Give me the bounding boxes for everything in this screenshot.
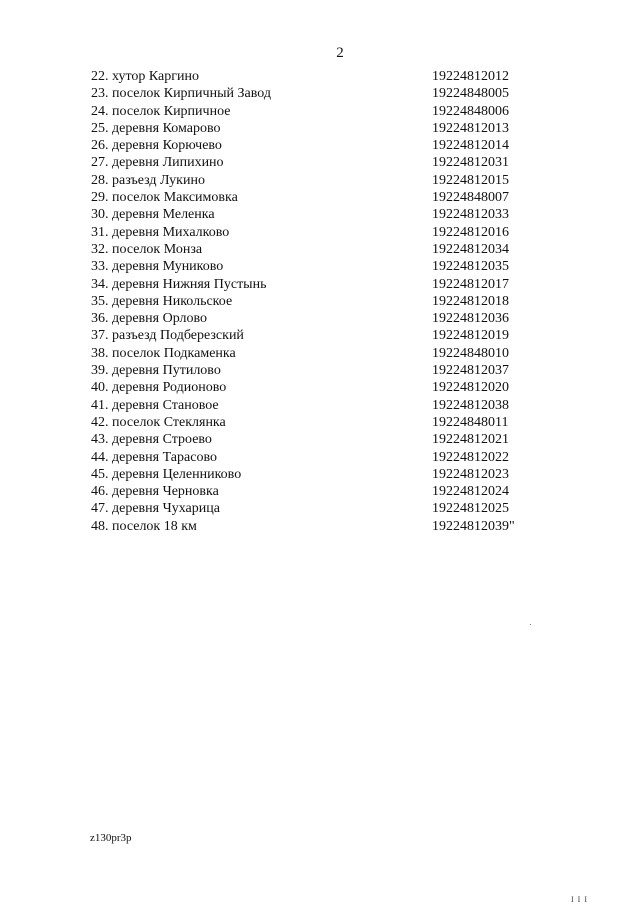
- list-item: [91, 500, 551, 517]
- list-item: [91, 276, 551, 293]
- list-item: [91, 137, 551, 154]
- corner-mark: I I I: [571, 895, 588, 904]
- settlement-code: 19224848005: [432, 86, 509, 102]
- list-item: [91, 449, 551, 466]
- list-item: [91, 327, 551, 344]
- settlement-name: 45. деревня Целенниково: [91, 466, 242, 482]
- settlement-code: 19224848007: [432, 190, 509, 206]
- settlement-name: 36. деревня Орлово: [91, 311, 208, 327]
- scan-speck: [530, 624, 531, 625]
- list-item: [91, 224, 551, 241]
- list-item: [91, 483, 551, 500]
- list-item: [91, 466, 551, 483]
- settlement-name: 33. деревня Муниково: [91, 259, 224, 275]
- settlement-name: 41. деревня Становое: [91, 397, 219, 413]
- list-item: [91, 397, 551, 414]
- settlement-code: 19224812012: [432, 69, 509, 84]
- settlement-name: 46. деревня Черновка: [91, 484, 219, 500]
- settlement-code: 19224812023: [432, 466, 509, 482]
- list-item: [91, 241, 551, 258]
- settlement-code: 19224812015: [432, 172, 509, 188]
- settlement-name: 31. деревня Михалково: [91, 224, 230, 240]
- footer-document-code: z130pr3p: [90, 832, 132, 844]
- settlement-code: 19224812017: [432, 276, 509, 292]
- settlement-code: 19224812013: [432, 120, 509, 136]
- settlement-code: 19224848006: [432, 103, 509, 119]
- settlement-code: 19224812018: [432, 293, 509, 309]
- list-item: [91, 518, 551, 535]
- list-item: [91, 431, 551, 448]
- settlement-code: 19224848010: [432, 345, 509, 361]
- settlement-code: 19224848011: [432, 414, 509, 430]
- list-item: [91, 310, 551, 327]
- settlement-code: 19224812021: [432, 432, 509, 448]
- list-item: [91, 258, 551, 275]
- settlement-code: 19224812014: [432, 138, 509, 154]
- settlement-name: 34. деревня Нижняя Пустынь: [91, 276, 267, 292]
- list-item: [91, 414, 551, 431]
- settlement-name: 28. разъезд Лукино: [91, 172, 205, 188]
- settlement-name: 27. деревня Липихино: [91, 155, 224, 171]
- settlement-code: 19224812022: [432, 449, 509, 465]
- settlement-name: 42. поселок Стеклянка: [91, 414, 226, 430]
- settlement-name: 39. деревня Путилово: [91, 363, 221, 379]
- settlement-name: 40. деревня Родионово: [91, 380, 227, 396]
- settlement-name: 43. деревня Строево: [91, 432, 212, 448]
- settlement-code: 19224812039": [432, 518, 515, 534]
- settlement-code: 19224812037: [432, 363, 509, 379]
- settlement-code: 19224812016: [432, 224, 509, 240]
- list-item: [91, 362, 551, 379]
- list-item: [91, 379, 551, 396]
- list-item: [91, 293, 551, 310]
- settlement-name: 26. деревня Корючево: [91, 138, 222, 154]
- list-item: [91, 120, 551, 137]
- settlement-name: 37. разъезд Подберезский: [91, 328, 244, 344]
- settlement-code: 19224812024: [432, 484, 509, 500]
- settlement-name: 32. поселок Монза: [91, 241, 203, 257]
- settlement-code: 19224812025: [432, 501, 509, 517]
- settlement-code: 19224812019: [432, 328, 509, 344]
- list-item: [91, 345, 551, 362]
- list-item: [91, 172, 551, 189]
- settlement-code: 19224812038: [432, 397, 509, 413]
- list-item: [91, 154, 551, 171]
- settlement-code: 19224812033: [432, 207, 509, 223]
- settlement-name: 44. деревня Тарасово: [91, 449, 217, 465]
- settlement-name: 30. деревня Меленка: [91, 207, 215, 223]
- page-number: 2: [336, 45, 344, 61]
- list-item: [91, 103, 551, 120]
- settlement-name: 35. деревня Никольское: [91, 293, 233, 309]
- settlement-name: 24. поселок Кирпичное: [91, 103, 231, 119]
- settlement-code: 19224812020: [432, 380, 509, 396]
- settlement-code: 19224812031: [432, 155, 509, 171]
- settlement-name: 38. поселок Подкаменка: [91, 345, 236, 361]
- settlement-code: 19224812034: [432, 241, 509, 257]
- settlement-name: 22. хутор Каргино: [91, 69, 199, 84]
- list-item: [91, 189, 551, 206]
- settlement-name: 29. поселок Максимовка: [91, 190, 238, 206]
- settlement-list: [91, 68, 551, 535]
- settlement-name: 25. деревня Комарово: [91, 120, 221, 136]
- settlement-name: 23. поселок Кирпичный Завод: [91, 86, 271, 102]
- list-item: [91, 68, 551, 85]
- settlement-code: 19224812035: [432, 259, 509, 275]
- settlement-name: 47. деревня Чухарица: [91, 501, 220, 517]
- settlement-name: 48. поселок 18 км: [91, 518, 197, 534]
- settlement-code: 19224812036: [432, 311, 509, 327]
- list-item: [91, 85, 551, 102]
- list-item: [91, 206, 551, 223]
